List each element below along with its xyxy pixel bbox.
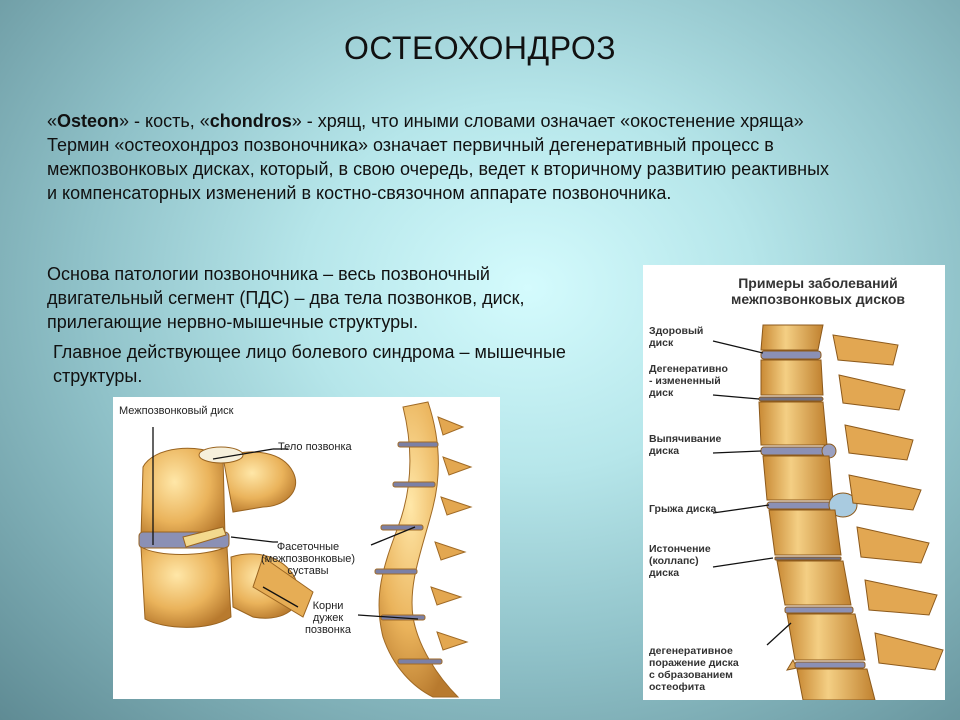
- intro-paragraph: [47, 109, 837, 205]
- intro-quote-open: «: [47, 111, 58, 131]
- pain-paragraph: Главное действующее лицо болевого синдрома – мышечные структуры.: [53, 342, 566, 386]
- label-disc-herniation: Грыжа диска: [649, 503, 717, 515]
- disc-label: Межпозвонковый диск: [119, 405, 234, 417]
- intro-segment-2: » - хрящ, что иными словами означает «окостенение хряща»: [291, 111, 804, 131]
- facet-joint-label: Фасеточные (межпозвонковые) суставы: [260, 541, 356, 577]
- pathology-paragraph: Основа патологии позвоночника – весь позвоночный двигательный сегмент (ПДС) – два тела позвонков, диск, прилегающие нервно-мышечные структуры.: [47, 264, 525, 332]
- pedicle-label: Корни дужек позвонка: [304, 600, 352, 636]
- term-osteon: Osteon: [57, 111, 120, 131]
- label-disc-collapse: Истончение (коллапс) диска: [649, 543, 711, 579]
- intro-segment-1: » - кость, «: [119, 111, 210, 131]
- term-chondros: chondros: [209, 111, 292, 131]
- label-degenerated-disc: Дегенеративно - измененный диск: [649, 363, 728, 399]
- label-osteophyte: дегенеративное поражение диска с образованием остеофита: [649, 645, 739, 693]
- vertebral-body-label: Тело позвонка: [278, 441, 352, 453]
- vertebra-figure: [113, 397, 500, 699]
- label-disc-bulge: Выпячивание диска: [649, 433, 722, 457]
- spine-column: [375, 402, 471, 697]
- disc-diseases-heading: Примеры заболеваний межпозвонковых дисков: [731, 275, 905, 307]
- disc-diseases-figure: [643, 265, 945, 700]
- definition-paragraph: Термин «остеохондроз позвоночника» означает первичный дегенеративный процесс в межпозвонковых дисках, который, в свою очередь, ведет к вторичному развитию реактивных и компенсаторных изменений в костно-связочном аппарате позвоночника.: [47, 135, 830, 203]
- label-healthy-disc: Здоровый диск: [649, 325, 704, 349]
- slide-title: ОСТЕОХОНДРОЗ: [343, 30, 617, 66]
